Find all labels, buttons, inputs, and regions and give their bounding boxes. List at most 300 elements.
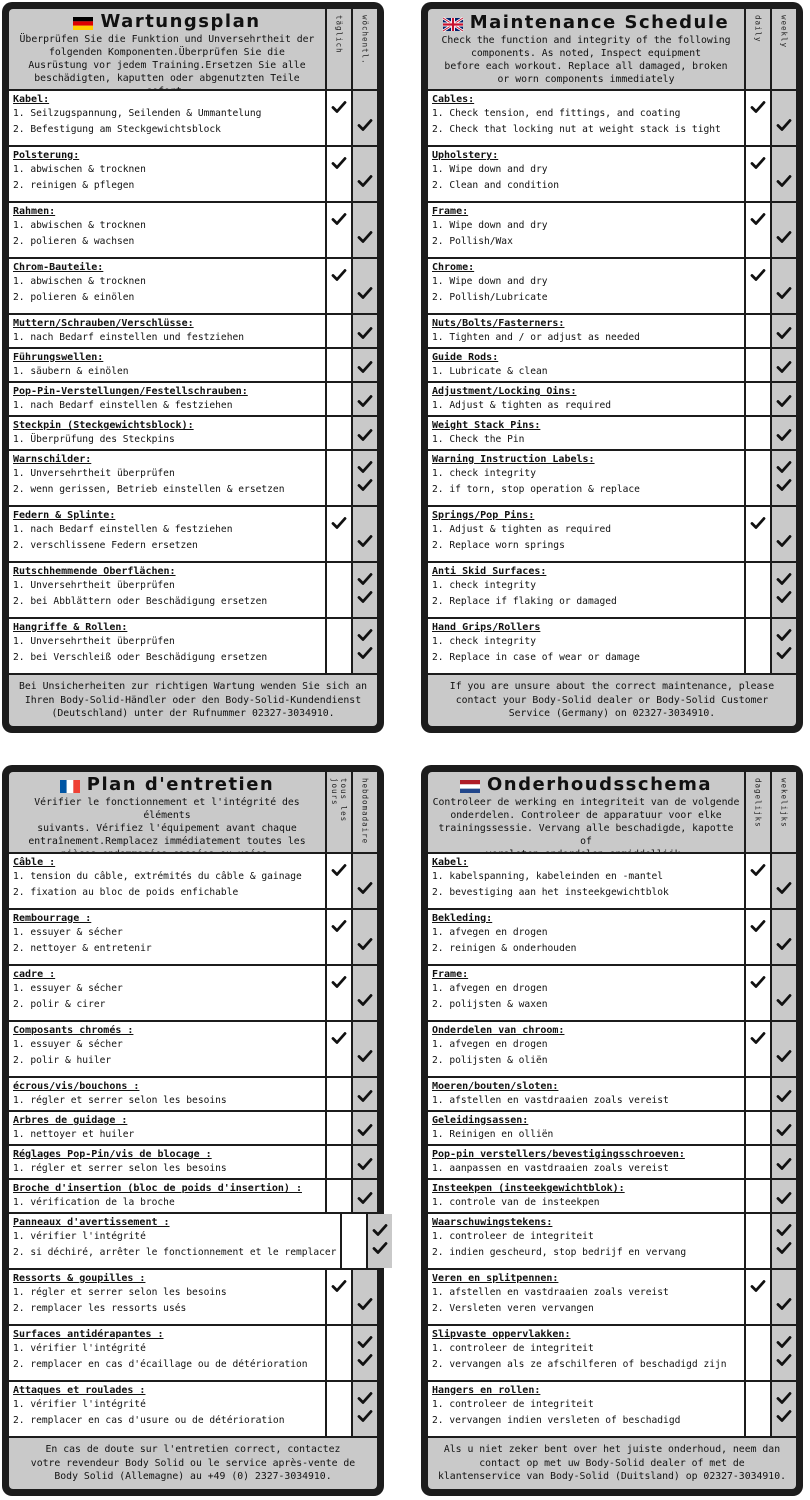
column-header-weekly	[770, 772, 796, 852]
row-content	[9, 1214, 340, 1268]
schedule-row	[9, 313, 377, 347]
schedule-card-de	[2, 2, 384, 733]
check-cell-weekly	[770, 1180, 796, 1212]
schedule-row	[428, 1178, 796, 1212]
column-header-daily	[744, 772, 770, 852]
schedule-row	[9, 908, 377, 964]
row-task: 1. check integrity	[432, 636, 536, 647]
row-content	[428, 1146, 744, 1178]
row-task: 2. Clean and condition	[432, 180, 560, 191]
card-title: Onderhoudsschema	[487, 774, 712, 795]
card-footer	[9, 1436, 377, 1489]
column-label-daily: dagelijks	[753, 778, 763, 828]
row-content	[428, 966, 744, 1020]
schedule-row	[9, 1324, 377, 1380]
check-cell-daily	[744, 383, 770, 415]
check-cell-daily	[744, 910, 770, 964]
schedule-row	[428, 1324, 796, 1380]
row-content	[9, 1146, 325, 1178]
description-line: Check the function and integrity of the following	[441, 35, 731, 46]
check-cell-weekly	[351, 1146, 377, 1178]
row-task: 2. vervangen indien versleten of beschadigd	[432, 1415, 681, 1426]
check-cell-weekly	[770, 1146, 796, 1178]
row-task: 1. kabelspanning, kabeleinden en -mantel	[432, 871, 664, 882]
checkmark-icon	[777, 231, 791, 243]
column-header-weekly	[351, 9, 377, 89]
row-content	[428, 563, 744, 617]
row-content	[9, 417, 325, 449]
row-task: 1. afvegen en drogen	[432, 927, 548, 938]
checkmark-icon	[358, 1336, 372, 1348]
schedule-row	[9, 561, 377, 617]
row-content	[428, 854, 744, 908]
row-title: cadre :	[13, 969, 56, 980]
check-cell-weekly	[351, 1382, 377, 1436]
description-line: Vérifier le fonctionnement et l'intégrité des éléments	[34, 797, 300, 821]
row-title: Upholstery:	[432, 150, 499, 161]
row-content	[428, 507, 744, 561]
row-title: Chrome:	[432, 262, 475, 273]
row-task: 1. Adjust & tighten as required	[432, 524, 612, 535]
check-cell-daily	[744, 966, 770, 1020]
row-content	[9, 383, 325, 415]
header-text-area	[9, 772, 325, 852]
row-task: 1. Adjust & tighten as required	[432, 400, 612, 411]
row-content	[9, 1078, 325, 1110]
row-content	[428, 383, 744, 415]
row-task: 2. Replace if flaking or damaged	[432, 596, 617, 607]
schedule-row	[428, 964, 796, 1020]
card-footer	[9, 673, 377, 726]
row-content	[9, 451, 325, 505]
schedule-row	[428, 561, 796, 617]
card-header	[9, 772, 377, 852]
checkmark-icon	[777, 882, 791, 894]
check-cell-daily	[744, 563, 770, 617]
row-title: Geleidingsassen:	[432, 1115, 529, 1126]
row-task: 2. reinigen & pflegen	[13, 180, 135, 191]
row-content	[428, 619, 744, 673]
checkmark-icon	[358, 175, 372, 187]
check-cell-weekly	[351, 1270, 377, 1324]
check-cell-daily	[340, 1214, 366, 1268]
row-task: 1. controleer de integriteit	[432, 1231, 594, 1242]
schedule-row	[428, 1144, 796, 1178]
footer-line: If you are unsure about the correct maintenance, please	[449, 681, 775, 693]
row-task: 2. Replace in case of wear or damage	[432, 652, 640, 663]
row-task: 1. controle van de insteekpen	[432, 1197, 600, 1208]
row-task: 1. controleer de integriteit	[432, 1399, 594, 1410]
checkmark-icon	[332, 1032, 346, 1044]
schedule-row	[9, 415, 377, 449]
check-cell-weekly	[351, 1180, 377, 1212]
check-cell-daily	[744, 1382, 770, 1436]
checkmark-icon	[358, 231, 372, 243]
footer-line: contact op met uw Body-Solid dealer of met de	[479, 1457, 745, 1469]
schedule-row	[9, 449, 377, 505]
checkmark-icon	[777, 1050, 791, 1062]
row-title: Réglages Pop-Pin/vis de blocage :	[13, 1149, 212, 1160]
row-content	[9, 203, 325, 257]
check-cell-daily	[744, 1146, 770, 1178]
row-content	[9, 1112, 325, 1144]
row-task: 2. polijsten & oliën	[432, 1055, 548, 1066]
check-cell-weekly	[351, 259, 377, 313]
schedule-row	[9, 1380, 377, 1436]
check-cell-daily	[744, 1078, 770, 1110]
row-content	[9, 315, 325, 347]
row-task: 1. régler et serrer selon les besoins	[13, 1287, 227, 1298]
schedule-row	[428, 1020, 796, 1076]
checkmark-icon	[777, 535, 791, 547]
row-content	[428, 1270, 744, 1324]
row-content	[9, 910, 325, 964]
schedule-row	[428, 381, 796, 415]
checkmark-icon	[358, 327, 372, 339]
description-line: entraînement.Remplacez immédiatement toutes les	[28, 836, 306, 847]
row-title: Pop-pin verstellers/bevestigingsschroeven:	[432, 1149, 685, 1160]
checkmark-icon	[332, 101, 346, 113]
column-header-daily	[744, 9, 770, 89]
row-task: 1. controleer de integriteit	[432, 1343, 594, 1354]
check-cell-daily	[325, 1180, 351, 1212]
column-label-weekly: wekelijks	[779, 778, 789, 828]
description-line: beschädigten, kaputten oder abgenutzten Teile	[34, 73, 300, 84]
schedule-row	[9, 617, 377, 673]
check-cell-daily	[325, 1112, 351, 1144]
france-flag-icon	[60, 778, 80, 791]
check-cell-weekly	[770, 1326, 796, 1380]
schedule-row	[9, 381, 377, 415]
check-cell-daily	[325, 349, 351, 381]
description-line: Überprüfen Sie die Funktion und Unversehrtheit der	[19, 34, 315, 45]
schedule-row	[428, 449, 796, 505]
checkmark-icon	[777, 479, 791, 491]
row-task: 1. nach Bedarf einstellen & festziehen	[13, 400, 233, 411]
column-header-weekly	[351, 772, 377, 852]
checkmark-icon	[358, 1090, 372, 1102]
card-body	[9, 9, 377, 726]
title-row	[443, 11, 730, 33]
check-cell-weekly	[770, 1214, 796, 1268]
schedule-row	[428, 415, 796, 449]
checkmark-icon	[358, 429, 372, 441]
schedule-row	[9, 505, 377, 561]
row-task: 1. régler et serrer selon les besoins	[13, 1095, 227, 1106]
row-task: 1. Unversehrtheit überprüfen	[13, 580, 175, 591]
check-cell-weekly	[770, 91, 796, 145]
checkmark-icon	[777, 629, 791, 641]
checkmark-icon	[777, 1158, 791, 1170]
row-content	[9, 1382, 325, 1436]
schedule-row	[428, 505, 796, 561]
row-title: Waarschuwingstekens:	[432, 1217, 553, 1228]
row-task: 1. nettoyer et huiler	[13, 1129, 135, 1140]
check-cell-weekly	[770, 1022, 796, 1076]
check-cell-weekly	[351, 910, 377, 964]
checkmark-icon	[777, 1392, 791, 1404]
row-task: 1. Tighten and / or adjust as needed	[432, 332, 640, 343]
row-task: 2. polir & huiler	[13, 1055, 112, 1066]
column-label-weekly: weekly	[779, 15, 789, 49]
check-cell-daily	[744, 1112, 770, 1144]
schedule-row	[9, 201, 377, 257]
checkmark-icon	[777, 1298, 791, 1310]
row-title: Ressorts & goupilles :	[13, 1273, 146, 1284]
row-title: Câble :	[13, 857, 56, 868]
checkmark-icon	[751, 976, 765, 988]
checkmark-icon	[751, 1280, 765, 1292]
row-title: Führungswellen:	[13, 352, 104, 363]
schedule-row	[9, 1212, 377, 1268]
checkmark-icon	[358, 119, 372, 131]
row-title: Kabel:	[432, 857, 469, 868]
row-title: Insteekpen (insteekgewichtblok):	[432, 1183, 625, 1194]
row-title: Frame:	[432, 206, 469, 217]
checkmark-icon	[777, 119, 791, 131]
check-cell-daily	[744, 1214, 770, 1268]
row-title: Adjustment/Locking Oins:	[432, 386, 577, 397]
description-line: or worn components immediately	[497, 74, 675, 85]
row-task: 2. if torn, stop operation & replace	[432, 484, 640, 495]
check-cell-daily	[744, 619, 770, 673]
footer-line: (Deutschland) unter der Rufnummer 02327-3034910.	[51, 708, 335, 720]
row-title: Pop-Pin-Verstellungen/Festellschrauben:	[13, 386, 248, 397]
checkmark-icon	[358, 1410, 372, 1422]
footer-text	[450, 680, 774, 721]
row-content	[9, 91, 325, 145]
row-content	[428, 910, 744, 964]
column-label-daily: tous les jours	[330, 778, 348, 823]
checkmark-icon	[358, 591, 372, 603]
row-task: 2. wenn gerissen, Betrieb einstellen & ersetzen	[13, 484, 285, 495]
schedule-row	[428, 257, 796, 313]
schedule-row	[9, 1268, 377, 1324]
checkmark-icon	[777, 287, 791, 299]
card-header	[428, 9, 796, 89]
row-content	[428, 451, 744, 505]
checkmark-icon	[332, 157, 346, 169]
row-task: 1. afstellen en vastdraaien zoals vereist	[432, 1287, 669, 1298]
check-cell-daily	[325, 1326, 351, 1380]
schedule-row	[9, 1020, 377, 1076]
footer-text	[438, 1443, 786, 1484]
checkmark-icon	[751, 864, 765, 876]
check-cell-weekly	[351, 1022, 377, 1076]
footer-line: klantenservice van Body-Solid (Duitsland) op 02327-3034910.	[438, 1471, 786, 1483]
row-task: 2. Replace worn springs	[432, 540, 565, 551]
check-cell-weekly	[351, 1112, 377, 1144]
check-cell-daily	[325, 203, 351, 257]
row-title: écrous/vis/bouchons :	[13, 1081, 140, 1092]
footer-text	[31, 1443, 355, 1484]
row-task: 1. Wipe down and dry	[432, 164, 548, 175]
schedule-row	[9, 1144, 377, 1178]
footer-line: Body Solid (Allemagne) au +49 (0) 2327-3034910.	[54, 1471, 332, 1483]
check-cell-weekly	[351, 203, 377, 257]
checkmark-icon	[751, 920, 765, 932]
row-task: 1. Lubricate & clean	[432, 366, 548, 377]
checkmark-icon	[777, 1124, 791, 1136]
schedule-row	[428, 617, 796, 673]
row-task: 2. verschlissene Federn ersetzen	[13, 540, 198, 551]
row-content	[428, 1180, 744, 1212]
check-cell-weekly	[351, 854, 377, 908]
card-body	[9, 772, 377, 1489]
schedule-row	[9, 347, 377, 381]
checkmark-icon	[358, 1354, 372, 1366]
row-title: Hangriffe & Rollen:	[13, 622, 128, 633]
row-content	[428, 203, 744, 257]
row-task: 1. Check tension, end fittings, and coating	[432, 108, 681, 119]
checkmark-icon	[358, 1192, 372, 1204]
check-cell-daily	[744, 349, 770, 381]
row-title: Weight Stack Pins:	[432, 420, 541, 431]
check-cell-daily	[325, 259, 351, 313]
row-task: 2. nettoyer & entretenir	[13, 943, 152, 954]
row-title: Anti Skid Surfaces:	[432, 566, 547, 577]
check-cell-weekly	[351, 383, 377, 415]
column-label-daily: täglich	[334, 15, 344, 54]
check-cell-weekly	[351, 349, 377, 381]
card-description	[441, 34, 730, 86]
row-task: 2. remplacer en cas d'usure ou de détérioration	[13, 1415, 285, 1426]
row-title: Cables:	[432, 94, 475, 105]
row-task: 2. Pollish/Wax	[432, 236, 513, 247]
row-title: Panneaux d'avertissement :	[13, 1217, 170, 1228]
title-row	[60, 774, 275, 795]
title-row	[73, 11, 260, 32]
check-cell-weekly	[351, 563, 377, 617]
header-text-area	[428, 9, 744, 89]
check-cell-weekly	[770, 147, 796, 201]
row-content	[428, 1078, 744, 1110]
checkmark-icon	[332, 213, 346, 225]
row-task: 2. vervangen als ze afschilferen of beschadigd zijn	[432, 1359, 727, 1370]
checkmark-icon	[777, 573, 791, 585]
column-header-daily	[325, 772, 351, 852]
uk-flag-icon	[443, 16, 463, 29]
schedule-row	[9, 145, 377, 201]
row-task: 1. régler et serrer selon les besoins	[13, 1163, 227, 1174]
check-cell-weekly	[351, 507, 377, 561]
checkmark-icon	[358, 1298, 372, 1310]
footer-line: votre revendeur Body Solid ou le service après-vente de	[30, 1457, 356, 1469]
row-task: 2. remplacer les ressorts usés	[13, 1303, 187, 1314]
schedule-row	[9, 1076, 377, 1110]
check-cell-weekly	[770, 203, 796, 257]
footer-line: contact your Body-Solid dealer or Body-Solid Customer	[455, 694, 769, 706]
title-row	[460, 774, 712, 795]
schedule-row	[428, 145, 796, 201]
check-cell-weekly	[351, 619, 377, 673]
check-cell-weekly	[770, 563, 796, 617]
row-content	[9, 854, 325, 908]
check-cell-weekly	[770, 1078, 796, 1110]
row-title: Muttern/Schrauben/Verschlüsse:	[13, 318, 194, 329]
row-task: 2. reinigen & onderhouden	[432, 943, 577, 954]
row-title: Frame:	[432, 969, 469, 980]
description-line: before each workout. Replace all damaged, broken	[444, 61, 728, 72]
schedule-row	[428, 1110, 796, 1144]
checkmark-icon	[373, 1242, 387, 1254]
schedule-row	[428, 201, 796, 257]
card-footer	[428, 673, 796, 726]
checkmark-icon	[332, 1280, 346, 1292]
row-title: Nuts/Bolts/Fasterners:	[432, 318, 565, 329]
schedule-row	[9, 89, 377, 145]
checkmark-icon	[777, 361, 791, 373]
row-task: 2. polir & cirer	[13, 999, 106, 1010]
checkmark-icon	[358, 395, 372, 407]
schedule-row	[428, 1212, 796, 1268]
check-cell-weekly	[351, 315, 377, 347]
check-cell-daily	[325, 1146, 351, 1178]
card-body	[428, 9, 796, 726]
schedule-row	[428, 1380, 796, 1436]
checkmark-icon	[777, 461, 791, 473]
row-task: 2. bevestiging aan het insteekgewichtblok	[432, 887, 669, 898]
schedule-row	[428, 347, 796, 381]
check-cell-weekly	[770, 451, 796, 505]
row-content	[428, 1382, 744, 1436]
row-title: Rutschhemmende Oberflächen:	[13, 566, 176, 577]
row-task: 2. Befestigung am Steckgewichtsblock	[13, 124, 221, 135]
schedule-row	[9, 964, 377, 1020]
row-title: Broche d'insertion (bloc de poids d'insertion) :	[13, 1183, 302, 1194]
checkmark-icon	[777, 1090, 791, 1102]
column-header-daily	[325, 9, 351, 89]
row-title: Veren en splitpennen:	[432, 1273, 559, 1284]
row-task: 1. Check the Pin	[432, 434, 525, 445]
checkmark-icon	[751, 213, 765, 225]
row-content	[428, 315, 744, 347]
schedule-row	[9, 852, 377, 908]
check-cell-daily	[744, 315, 770, 347]
row-title: Bekleding:	[432, 913, 493, 924]
description-line: Ausrüstung vor jedem Training.Ersetzen Sie alle	[28, 60, 306, 71]
row-task: 1. Überprüfung des Steckpins	[13, 434, 175, 445]
row-title: Slipvaste oppervlakken:	[432, 1329, 571, 1340]
row-content	[428, 91, 744, 145]
row-title: Onderdelen van chroom:	[432, 1025, 565, 1036]
checkmark-icon	[751, 517, 765, 529]
row-task: 2. Versleten veren vervangen	[432, 1303, 594, 1314]
checkmark-icon	[358, 629, 372, 641]
card-title: Maintenance Schedule	[469, 11, 730, 33]
column-label-daily: daily	[753, 15, 763, 43]
row-title: Polsterung:	[13, 150, 80, 161]
check-cell-weekly	[770, 315, 796, 347]
row-content	[9, 507, 325, 561]
checkmark-icon	[777, 1410, 791, 1422]
row-content	[428, 1112, 744, 1144]
row-content	[428, 1326, 744, 1380]
row-content	[9, 966, 325, 1020]
row-title: Warning Instruction Labels:	[432, 454, 595, 465]
check-cell-weekly	[770, 1270, 796, 1324]
column-label-weekly: hebdomadaire	[360, 778, 370, 845]
schedule-row	[9, 1178, 377, 1212]
row-title: Federn & Splinte:	[13, 510, 116, 521]
column-label-weekly: wöchentl.	[360, 15, 370, 65]
schedule-row	[428, 852, 796, 908]
row-content	[9, 349, 325, 381]
row-task: 1. abwischen & trocknen	[13, 220, 146, 231]
row-task: 1. check integrity	[432, 580, 536, 591]
description-line: components. As noted, Inspect equipment	[470, 48, 701, 59]
row-title: Kabel:	[13, 94, 50, 105]
